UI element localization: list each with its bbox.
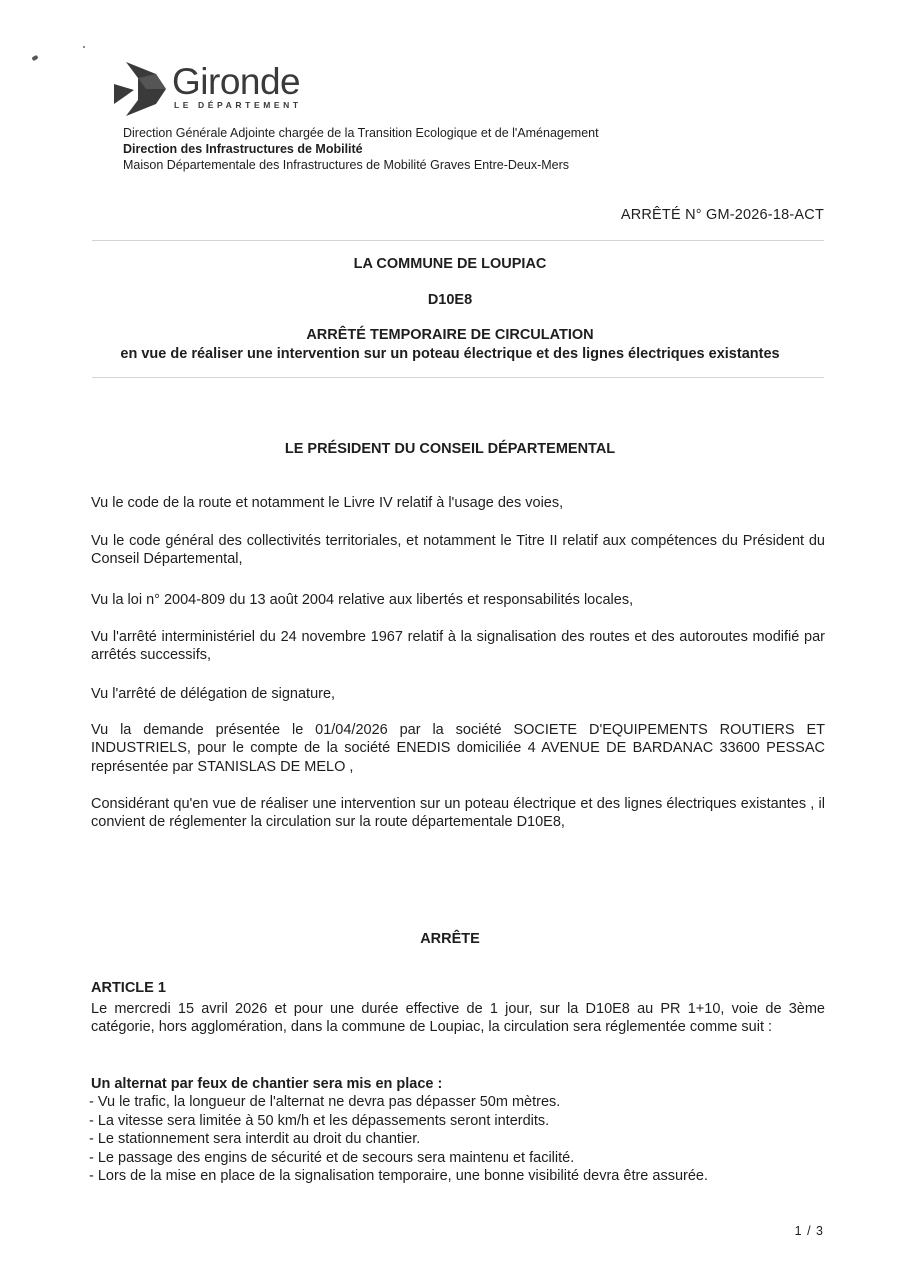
arrete-heading: ARRÊTE [420, 931, 480, 947]
consideration-paragraph: Vu la demande présentée le 01/04/2026 par la société SOCIETE D'EQUIPEMENTS ROUTIERS ET INDUSTRIELS, pour le compte de la société ENEDIS domiciliée 4 AVENUE DE BARDANAC 33600 PESSAC représentée par STANISLAS DE MELO , [91, 722, 825, 775]
header-direction-generale: Direction Générale Adjointe chargée de la Transition Ecologique et de l'Aménagement [123, 126, 599, 140]
list-item: - Vu le trafic, la longueur de l'alternat ne devra pas dépasser 50m mètres. [89, 1094, 561, 1110]
list-item: - Le stationnement sera interdit au droit du chantier. [89, 1131, 421, 1147]
consideration-paragraph: Considérant qu'en vue de réaliser une intervention sur un poteau électrique et des lignes électriques existantes , il convient de réglementer la circulation sur la route départementale D10E8, [91, 796, 825, 831]
gironde-logo-icon [112, 60, 168, 118]
logo-subtitle: LE DÉPARTEMENT [174, 100, 302, 110]
list-item: - Le passage des engins de sécurité et de secours sera maintenu et facilité. [89, 1149, 575, 1166]
list-item: - Lors de la mise en place de la signalisation temporaire, une bonne visibilité devra être assurée. [89, 1168, 709, 1184]
page-number: 1 / 3 [794, 1224, 824, 1238]
title-arrete-type: ARRÊTÉ TEMPORAIRE DE CIRCULATION [306, 327, 594, 343]
header-maison-departementale: Maison Départementale des Infrastructures de Mobilité Graves Entre-Deux-Mers [123, 158, 570, 172]
article-1-text: Le mercredi 15 avril 2026 et pour une durée effective de 1 jour, sur la D10E8 au PR 1+10, voie de 3ème catégorie, hors agglomération, dans la commune de Loupiac, la circulation sera réglementée comme suit : [91, 1001, 825, 1036]
divider [92, 240, 824, 241]
article-1-subheading: Un alternat par feux de chantier sera mis en place : [91, 1076, 443, 1092]
president-heading: LE PRÉSIDENT DU CONSEIL DÉPARTEMENTAL [284, 441, 616, 457]
consideration-paragraph: Vu l'arrêté de délégation de signature, [91, 686, 336, 702]
consideration-paragraph: Vu le code général des collectivités territoriales, et notamment le Titre II relatif aux compétences du Président du Conseil Départemental, [91, 533, 825, 568]
title-road: D10E8 [427, 292, 473, 308]
consideration-paragraph: Vu la loi n° 2004-809 du 13 août 2004 relative aux libertés et responsabilités locales, [91, 592, 634, 608]
consideration-paragraph: Vu le code de la route et notamment le Livre IV relatif à l'usage des voies, [91, 495, 564, 511]
list-item: - La vitesse sera limitée à 50 km/h et les dépassements seront interdits. [89, 1112, 550, 1129]
title-purpose: en vue de réaliser une intervention sur un poteau électrique et des lignes électriques existantes [120, 346, 780, 362]
title-commune: LA COMMUNE DE LOUPIAC [353, 256, 547, 272]
arrete-number: ARRÊTÉ N° GM-2026-18-ACT [620, 207, 824, 223]
header-direction-infrastructures: Direction des Infrastructures de Mobilité [123, 142, 363, 156]
consideration-paragraph: Vu l'arrêté interministériel du 24 novembre 1967 relatif à la signalisation des routes et des autoroutes modifié par arrêtés successifs, [91, 629, 825, 664]
department-header [123, 125, 599, 173]
article-1-list [89, 1093, 829, 1186]
article-1-heading: ARTICLE 1 [91, 980, 166, 996]
logo-wordmark: Gironde [172, 61, 301, 102]
scan-speck [83, 46, 85, 48]
scan-speck [31, 55, 38, 61]
divider [92, 377, 824, 378]
